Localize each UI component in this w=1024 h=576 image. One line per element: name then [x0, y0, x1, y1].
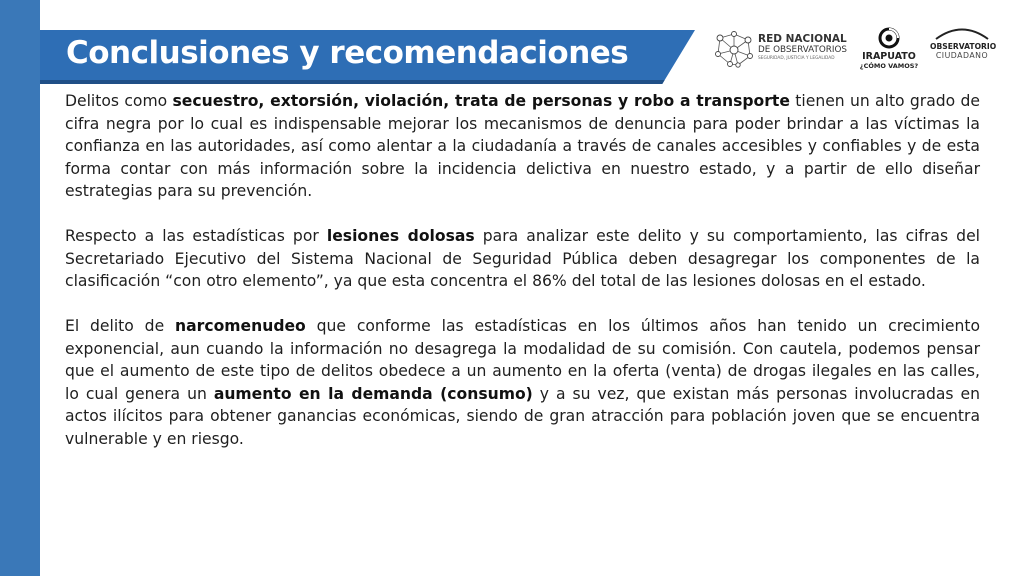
irapuato-como-vamos-logo: [859, 24, 919, 76]
red-nacional-line1: RED NACIONAL: [758, 33, 847, 45]
red-nacional-logo: [712, 30, 848, 72]
paragraph-text: El delito de: [65, 317, 176, 335]
observatorio-line1: OBSERVATORIO: [930, 42, 997, 51]
dome-arc-icon: [933, 24, 991, 40]
red-nacional-line2: DE OBSERVATORIOS: [758, 45, 848, 55]
paragraph-text: tienen un alto grado de cifra negra por lo cual es indispensable mejorar los mecanismos de denuncia para poder brindar a las víctimas la confianza en las autoridades, así como alentar a la ciudadanía a través de canales accesibles y confiables y de esta forma contar con más información sobre la incidencia delictiva en nuestro estado, y a partir de ello diseñar estrategias para su prevención.: [65, 92, 981, 200]
irapuato-emblem-icon: [877, 26, 901, 50]
paragraph-text: y a su vez, que existan más personas involucradas en actos ilícitos para obtener ganancias económicas, siendo de gran atracción para población joven que se encuentra vulnerable y en riesgo.: [65, 384, 981, 448]
irapuato-subtitle: ¿CÓMO VAMOS?: [859, 62, 919, 70]
observatorio-line2: CIUDADANO: [935, 51, 989, 60]
page-title: Conclusiones y recomendaciones: [66, 35, 629, 71]
paragraph-cifra-negra: [65, 90, 980, 203]
paragraph-lesiones-dolosas: [65, 225, 980, 293]
emphasis-text: secuestro, extorsión, violación, trata de personas y robo a transporte: [172, 92, 790, 110]
logo-strip: [712, 24, 1017, 80]
irapuato-name: IRAPUATO: [862, 51, 916, 62]
emphasis-text: lesiones dolosas: [326, 227, 475, 245]
side-accent-bar: [0, 0, 40, 576]
network-icon: [712, 30, 756, 70]
paragraph-text: que conforme las estadísticas en los últimos años han tenido un crecimiento exponencial, aun cuando la información no desagrega la modalidad de su comisión. Con cautela, podemos pensar que el aumento de este tipo de delitos obedece a un aumento en la oferta (venta) de drogas ilegales en las calles, lo cual genera un: [65, 317, 980, 403]
paragraph-text: Delitos como: [65, 92, 173, 110]
paragraph-text: Respecto a las estadísticas por: [65, 227, 327, 245]
observatorio-ciudadano-logo: [930, 24, 997, 76]
paragraph-narcomenudeo: [65, 315, 980, 450]
emphasis-text: aumento en la demanda (consumo): [213, 384, 533, 403]
emphasis-text: narcomenudeo: [175, 317, 306, 335]
red-nacional-tagline: SEGURIDAD, JUSTICIA Y LEGALIDAD: [758, 56, 835, 61]
paragraph-text: para analizar este delito y su comportamiento, las cifras del Secretariado Ejecutivo del Sistema Nacional de Seguridad Pública deben desagregar los componentes de la clasificación “con otro elemento”, ya que esta concentra el 86% del total de las lesiones dolosas en el estado.: [65, 227, 981, 290]
conclusions-body: [65, 90, 980, 473]
